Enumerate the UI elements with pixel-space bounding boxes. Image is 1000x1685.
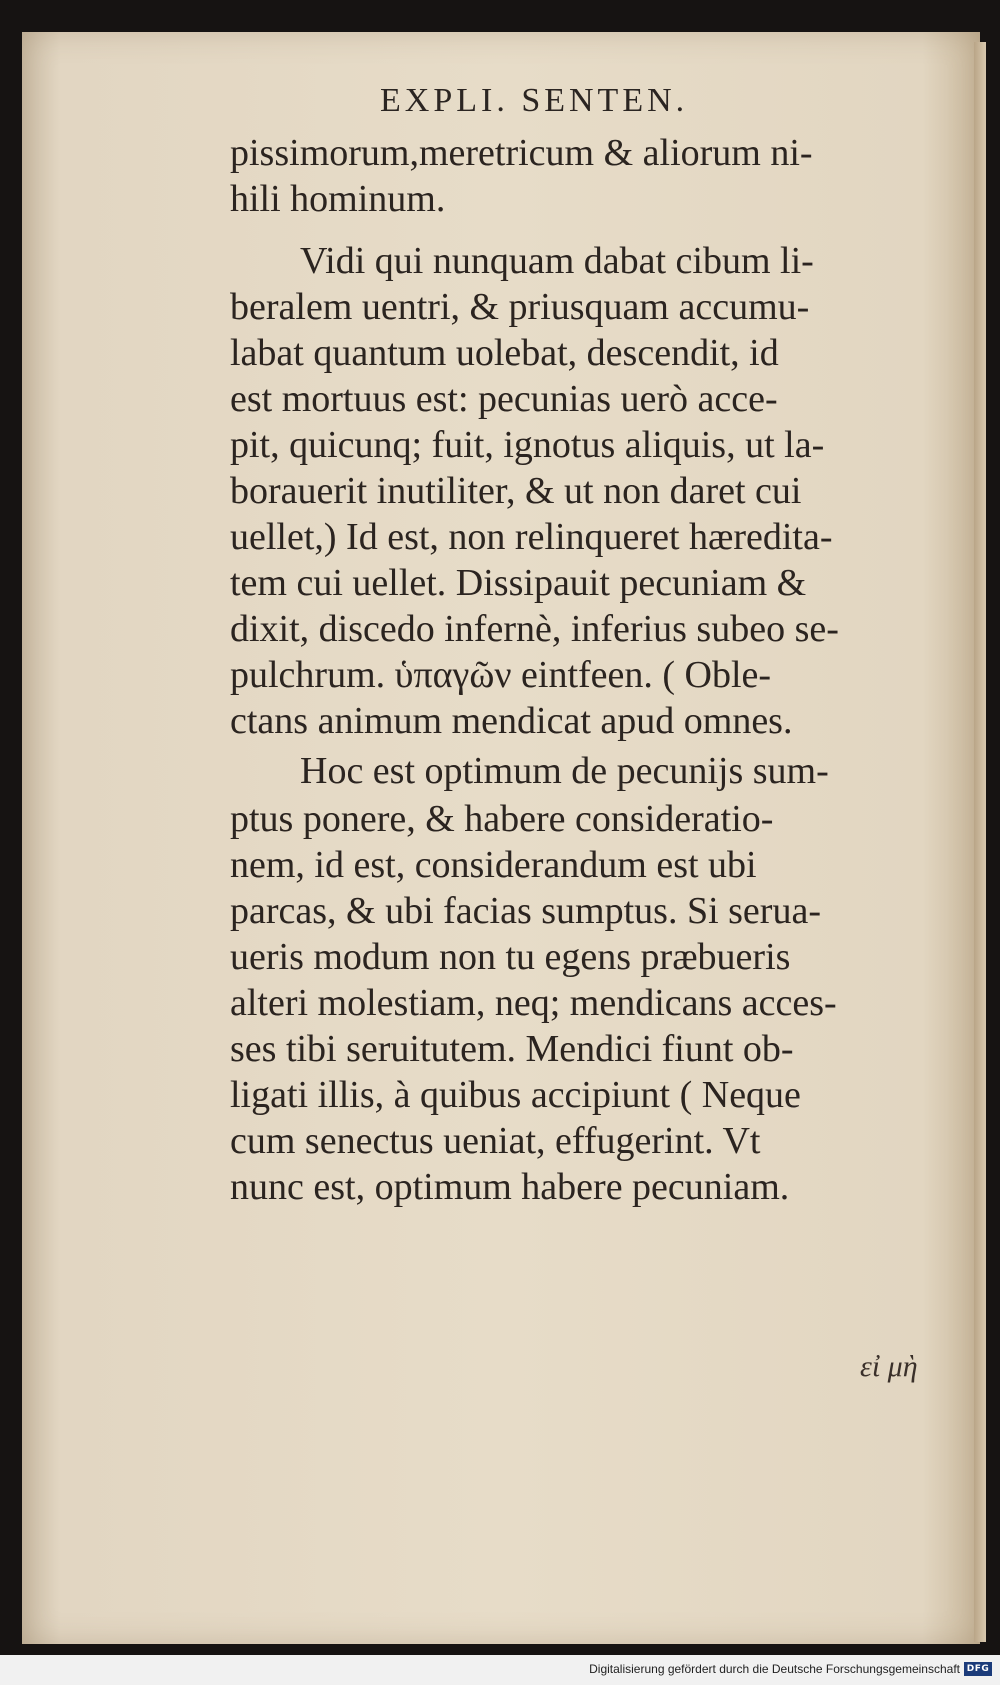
text-line: uellet,) Id est, non relinqueret hæredita-	[230, 516, 833, 558]
text-line: ueris modum non tu egens præbueris	[230, 936, 791, 978]
page-edge	[974, 42, 986, 1642]
text-line: nunc est, optimum habere pecuniam.	[230, 1166, 790, 1208]
footer-bar	[0, 1655, 1000, 1685]
text-line: tem cui uellet. Dissipauit pecuniam &	[230, 562, 807, 604]
footer-credit: Digitalisierung gefördert durch die Deutsche Forschungsgemeinschaft	[589, 1662, 960, 1676]
text-line: cum senectus ueniat, effugerint. Vt	[230, 1120, 761, 1162]
text-line: ctans animum mendicat apud omnes.	[230, 700, 793, 742]
text-line: beralem uentri, & priusquam accumu-	[230, 286, 810, 328]
running-head: EXPLI. SENTEN.	[380, 82, 689, 119]
catchword: εἰ μὴ	[860, 1350, 918, 1383]
text-line: pulchrum. ὑπαγῶν eintfeen. ( Oble-	[230, 654, 772, 696]
text-line: borauerit inutiliter, & ut non daret cui	[230, 470, 802, 512]
text-line: dixit, discedo infernè, inferius subeo se-	[230, 608, 839, 650]
text-line: ptus ponere, & habere consideratio-	[230, 798, 774, 840]
text-line: ligati illis, à quibus accipiunt ( Neque	[230, 1074, 801, 1116]
text-line: pit, quicunq; fuit, ignotus aliquis, ut la-	[230, 424, 825, 466]
text-line: labat quantum uolebat, descendit, id	[230, 332, 779, 374]
text-line: parcas, & ubi facias sumptus. Si serua-	[230, 890, 821, 932]
text-line: Vidi qui nunquam dabat cibum li-	[300, 240, 814, 282]
text-line: alteri molestiam, neq; mendicans acces-	[230, 982, 837, 1024]
text-line: nem, id est, considerandum est ubi	[230, 844, 757, 886]
dfg-logo: DFG	[964, 1662, 992, 1676]
text-line: ses tibi seruitutem. Mendici fiunt ob-	[230, 1028, 794, 1070]
text-line: est mortuus est: pecunias uerò acce-	[230, 378, 778, 420]
text-line: Hoc est optimum de pecunijs sum-	[300, 750, 829, 792]
text-line: pissimorum,meretricum & aliorum ni-	[230, 132, 813, 174]
text-line: hili hominum.	[230, 178, 446, 220]
